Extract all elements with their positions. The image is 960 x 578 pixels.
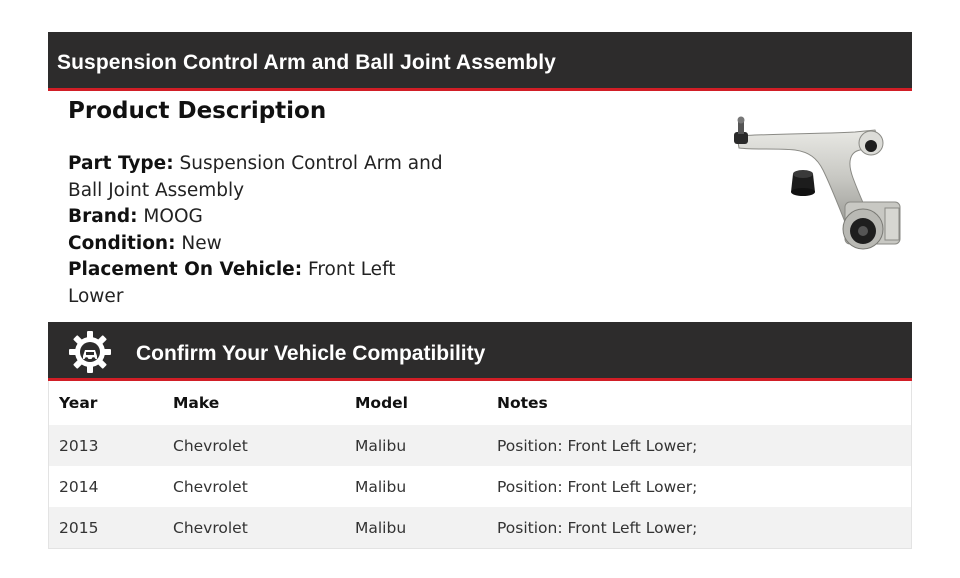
description-title: Product Description <box>68 98 327 124</box>
spec-condition <box>68 231 448 258</box>
cell-notes: Position: Front Left Lower; <box>497 436 698 455</box>
cell-notes: Position: Front Left Lower; <box>497 477 698 496</box>
spec-label: Part Type: <box>68 153 174 174</box>
column-header-year: Year <box>59 394 98 412</box>
table-row <box>49 425 911 466</box>
table-row <box>49 466 911 507</box>
table-row <box>49 507 911 548</box>
header-banner <box>48 32 912 91</box>
compatibility-banner <box>48 322 912 381</box>
spec-label: Placement On Vehicle: <box>68 259 303 280</box>
spec-brand <box>68 204 448 231</box>
table-header-row <box>49 381 911 425</box>
control-arm-image <box>725 112 905 252</box>
cell-model: Malibu <box>355 518 407 537</box>
gear-car-icon <box>68 330 112 374</box>
spec-value: Suspension Control Arm and Ball Joint Assembly <box>68 153 443 201</box>
cell-year: 2014 <box>59 477 99 496</box>
compatibility-title: Confirm Your Vehicle Compatibility <box>136 342 486 365</box>
cell-notes: Position: Front Left Lower; <box>497 518 698 537</box>
column-header-make: Make <box>173 394 220 412</box>
spec-part-type <box>68 151 448 204</box>
spec-list <box>68 151 448 310</box>
cell-make: Chevrolet <box>173 436 248 455</box>
cell-model: Malibu <box>355 436 407 455</box>
spec-label: Condition: <box>68 232 176 254</box>
compatibility-table-container <box>48 381 912 549</box>
compatibility-table <box>49 381 911 548</box>
column-header-notes: Notes <box>497 394 548 412</box>
cell-make: Chevrolet <box>173 477 248 496</box>
column-header-model: Model <box>355 394 408 412</box>
cell-year: 2015 <box>59 518 99 537</box>
cell-year: 2013 <box>59 436 99 455</box>
spec-value: Front Left Lower <box>68 259 396 307</box>
cell-make: Chevrolet <box>173 518 248 537</box>
spec-placement <box>68 257 448 310</box>
spec-value: New <box>181 232 222 254</box>
spec-label: Brand: <box>68 206 138 227</box>
cell-model: Malibu <box>355 477 407 496</box>
spec-value: MOOG <box>143 206 203 227</box>
page-title: Suspension Control Arm and Ball Joint Assembly <box>57 51 556 74</box>
